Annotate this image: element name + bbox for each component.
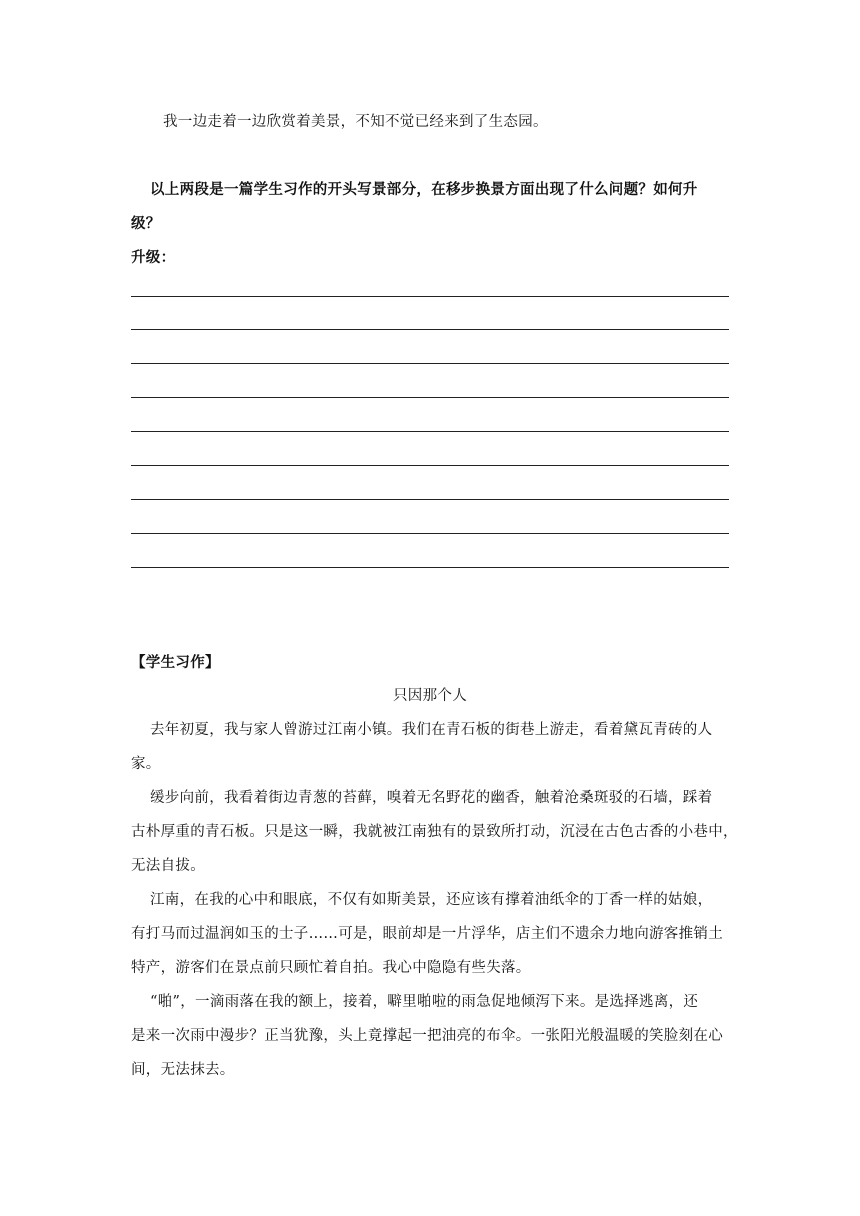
answer-blank-line bbox=[131, 329, 729, 330]
essay-paragraph-1-line-1: 去年初夏，我与家人曾游过江南小镇。我们在青石板的街巷上游走，看着黛瓦青砖的人 bbox=[150, 722, 713, 738]
upgrade-label: 升级： bbox=[131, 250, 176, 266]
intro-sentence: 我一边走着一边欣赏着美景，不知不觉已经来到了生态园。 bbox=[163, 114, 548, 130]
answer-blank-line bbox=[131, 296, 729, 297]
answer-blank-line bbox=[131, 363, 729, 364]
question-line-2: 级？ bbox=[131, 216, 161, 232]
essay-paragraph-1-line-2: 家。 bbox=[131, 756, 161, 772]
essay-paragraph-4-line-3: 间，无法抹去。 bbox=[131, 1062, 235, 1078]
answer-blank-line bbox=[131, 397, 729, 398]
essay-paragraph-2-line-3: 无法自拔。 bbox=[131, 858, 205, 874]
answer-blank-line bbox=[131, 431, 729, 432]
question-line-1: 以上两段是一篇学生习作的开头写景部分，在移步换景方面出现了什么问题？如何升 bbox=[150, 182, 698, 198]
answer-blank-line bbox=[131, 465, 729, 466]
essay-title: 只因那个人 bbox=[393, 688, 467, 704]
answer-blank-line bbox=[131, 499, 729, 500]
essay-paragraph-4-line-1: “啪”，一滴雨落在我的额上，接着，噼里啪啦的雨急促地倾泻下来。是选择逃离，还 bbox=[150, 994, 699, 1010]
essay-paragraph-2-line-1: 缓步向前，我看着街边青葱的苔藓，嗅着无名野花的幽香，触着沧桑斑驳的石墙，踩着 bbox=[150, 790, 713, 806]
essay-paragraph-3-line-2: 有打马而过温润如玉的士子……可是，眼前却是一片浮华，店主们不遗余力地向游客推销土 bbox=[131, 926, 723, 942]
answer-blank-line bbox=[131, 567, 729, 568]
essay-paragraph-4-line-2: 是来一次雨中漫步？正当犹豫，头上竟撑起一把油亮的布伞。一张阳光般温暖的笑脸刻在心 bbox=[131, 1028, 723, 1044]
essay-paragraph-3-line-3: 特产，游客们在景点前只顾忙着自拍。我心中隐隐有些失落。 bbox=[131, 960, 531, 976]
answer-blank-line bbox=[131, 533, 729, 534]
essay-paragraph-2-line-2: 古朴厚重的青石板。只是这一瞬，我就被江南独有的景致所打动，沉浸在古色古香的小巷中， bbox=[131, 824, 738, 840]
essay-section-label: 【学生习作】 bbox=[131, 655, 220, 671]
essay-paragraph-3-line-1: 江南，在我的心中和眼底，不仅有如斯美景，还应该有撑着油纸伞的丁香一样的姑娘， bbox=[150, 892, 713, 908]
